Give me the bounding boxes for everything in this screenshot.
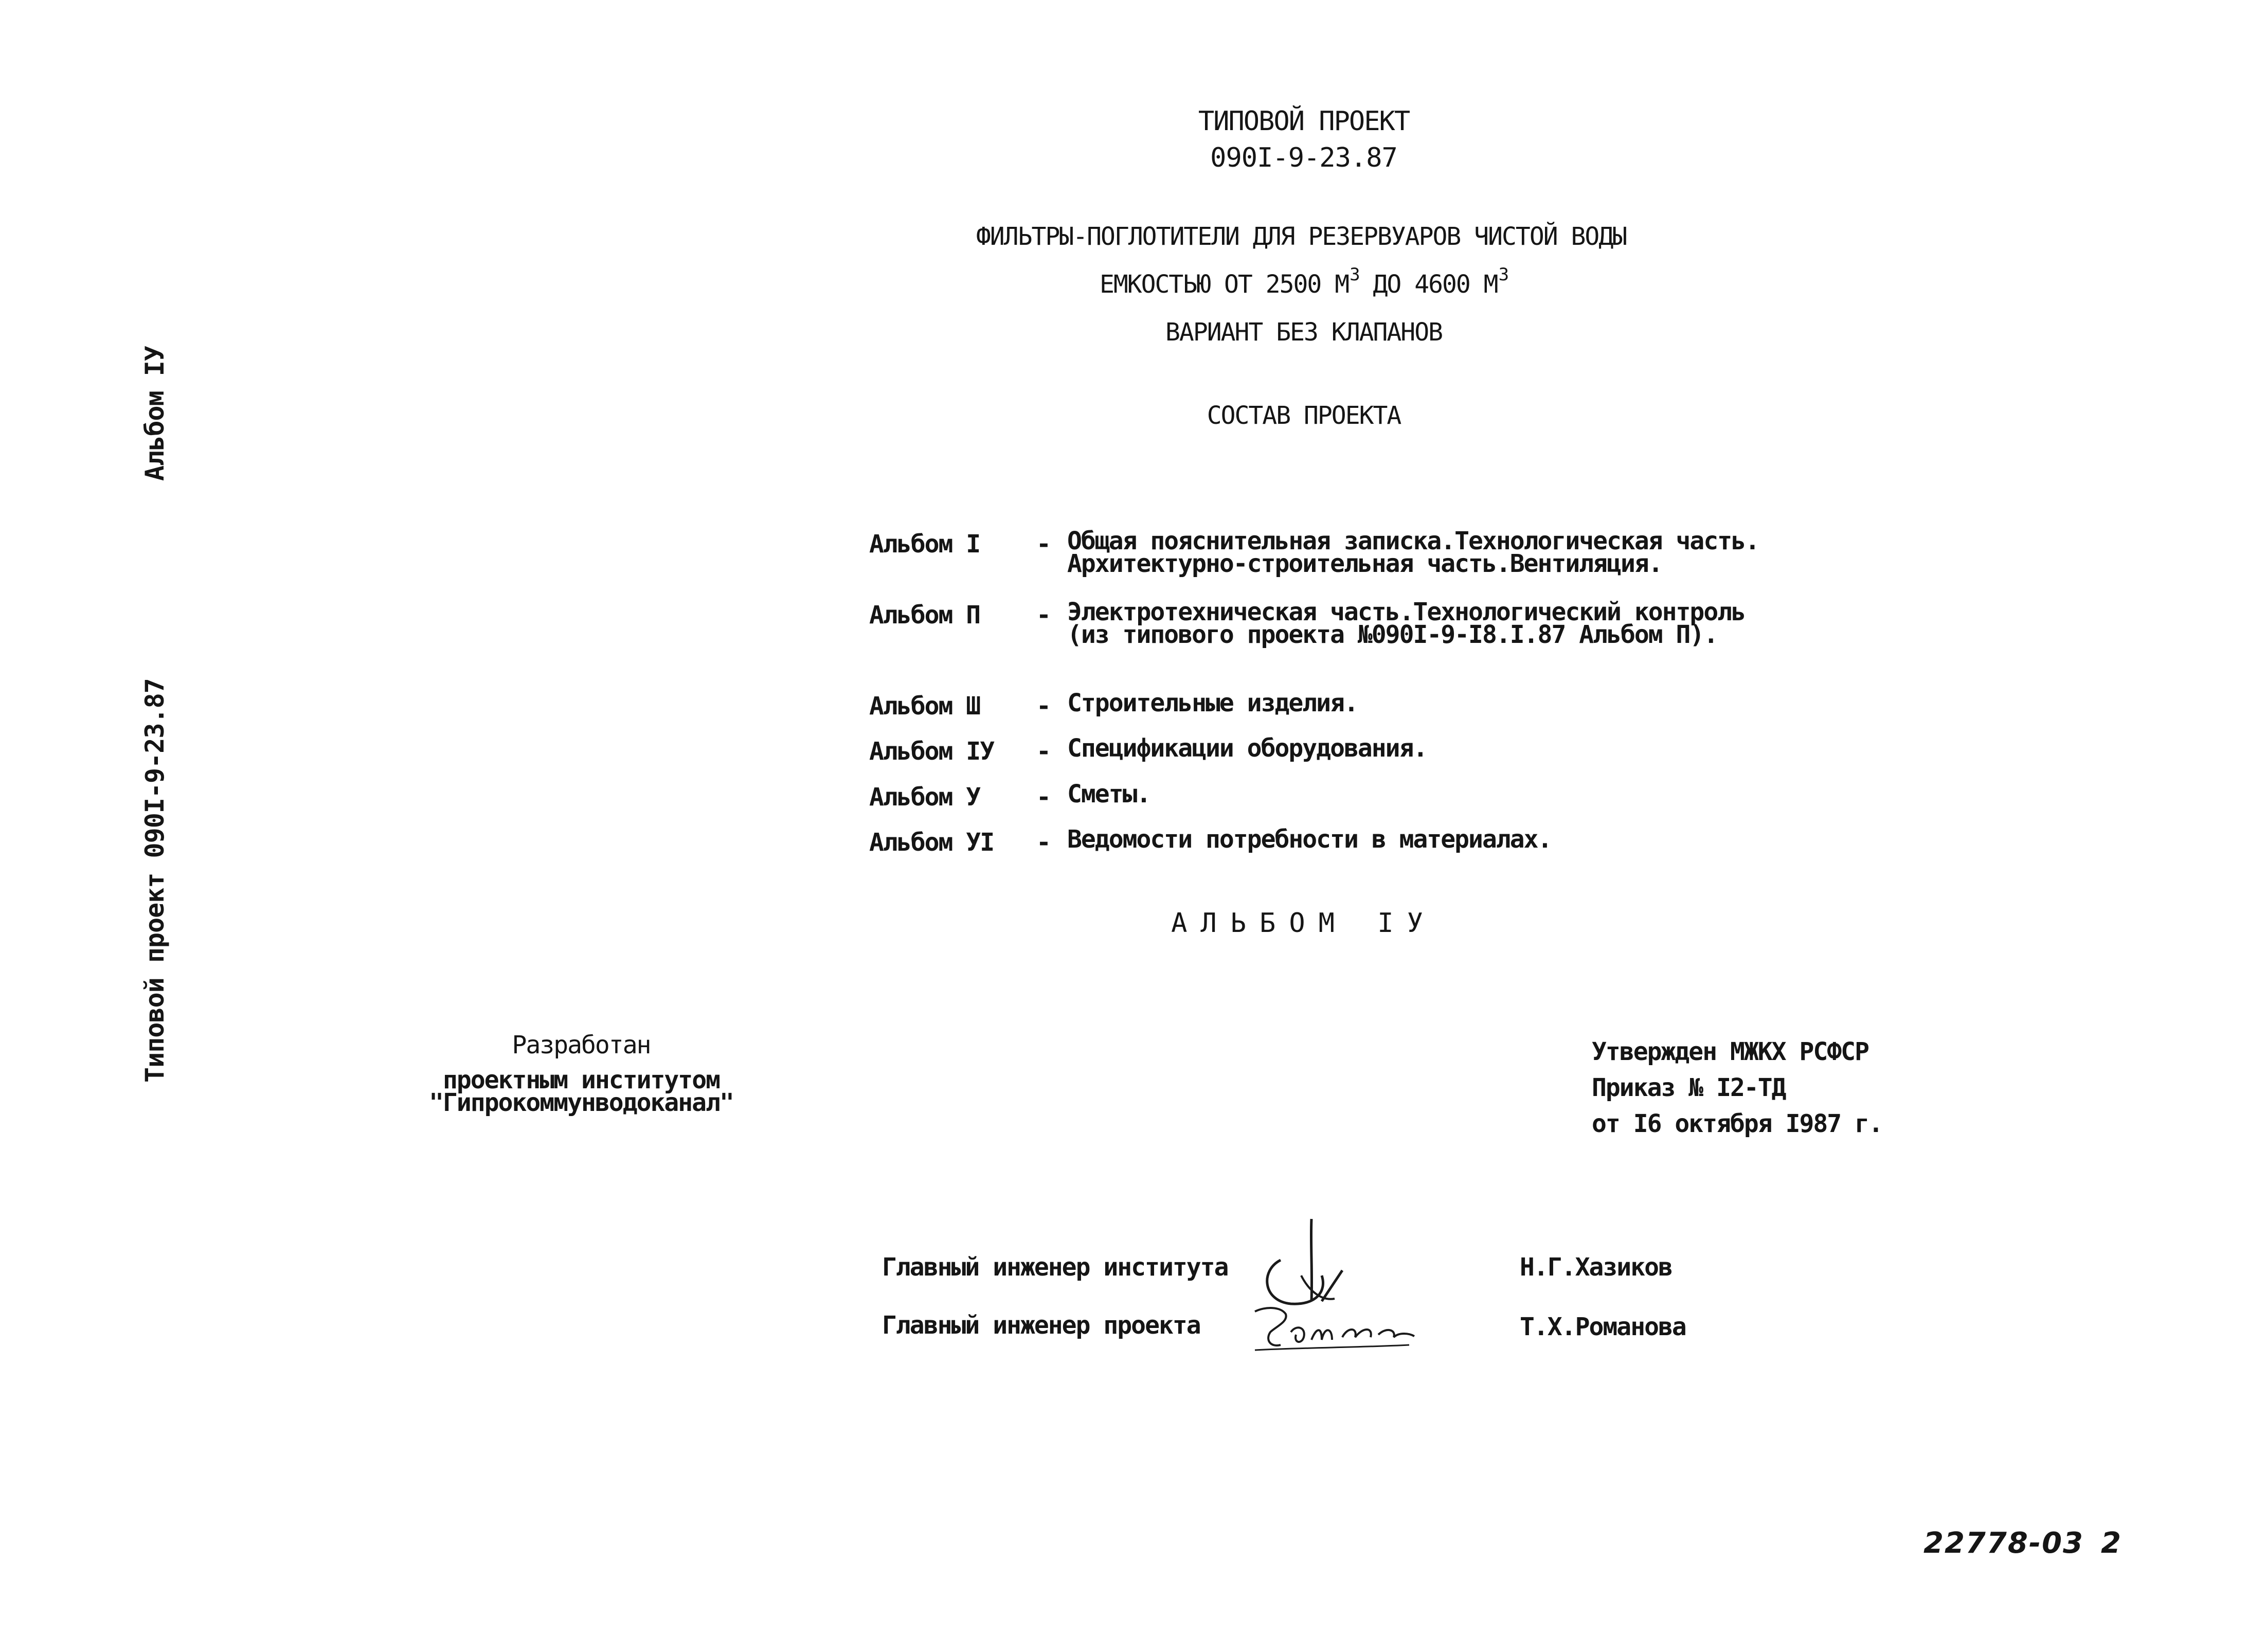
album-name: Альбом У xyxy=(869,783,980,812)
approved-by-date: от I6 октября I987 г. xyxy=(1592,1109,1882,1138)
title-line-2 xyxy=(1099,264,1508,299)
superscript-3: 3 xyxy=(1350,264,1359,285)
album-name: Альбом Ш xyxy=(869,692,980,721)
album-description xyxy=(1067,780,1150,809)
signature-name: Т.Х.Романова xyxy=(1520,1313,1686,1341)
title-line-3: ВАРИАНТ БЕЗ КЛАПАНОВ xyxy=(1165,318,1442,347)
approved-by-block xyxy=(1592,1034,1882,1142)
signature-role: Главный инженер проекта xyxy=(882,1311,1200,1340)
album-description-line: Общая пояснительная записка.Технологическая часть. xyxy=(1067,527,1759,555)
album-description xyxy=(1067,598,1746,649)
current-album-title: АЛЬБОМ IУ xyxy=(1171,908,1436,939)
album-name: Альбом IУ xyxy=(869,737,994,766)
album-dash: - xyxy=(1036,737,1051,766)
album-description xyxy=(1067,825,1552,854)
handwritten-signature-chief-project xyxy=(1245,1296,1430,1358)
document-number: 22778-03 xyxy=(1923,1527,2084,1560)
page-number: 2 xyxy=(2101,1527,2122,1560)
project-type-heading: ТИПОВОЙ ПРОЕКТ xyxy=(1198,106,1410,137)
album-description-line: Строительные изделия. xyxy=(1067,689,1358,717)
side-project-label: Типовой проект 090I-9-23.87 xyxy=(140,678,170,1083)
approved-by-line: Утвержден МЖКХ РСФСР xyxy=(1592,1037,1868,1066)
approved-by-order: Приказ № I2-ТД xyxy=(1592,1073,1786,1102)
album-dash: - xyxy=(1036,530,1051,559)
album-description xyxy=(1067,527,1759,578)
album-dash: - xyxy=(1036,828,1051,857)
album-description xyxy=(1067,689,1358,717)
album-description-line: Архитектурно-строительная часть.Вентиляция. xyxy=(1067,549,1662,578)
developed-by-line: проектным институтом xyxy=(443,1066,720,1094)
title-line-2-part-b: ДО 4600 М xyxy=(1359,270,1498,299)
composition-heading: СОСТАВ ПРОЕКТА xyxy=(1207,401,1401,430)
developed-by-institute: "Гипрокоммунводоканал" xyxy=(429,1088,733,1117)
developed-by-block xyxy=(427,1031,735,1117)
album-description xyxy=(1067,734,1427,763)
album-description-line: Электротехническая часть.Технологический контроль xyxy=(1067,598,1746,626)
album-description-line: (из типового проекта №090I-9-I8.I.87 Альбом П). xyxy=(1067,620,1718,649)
album-name: Альбом П xyxy=(869,601,980,630)
title-line-1: ФИЛЬТРЫ-ПОГЛОТИТЕЛИ ДЛЯ РЕЗЕРВУАРОВ ЧИСТОЙ ВОДЫ xyxy=(976,222,1627,251)
album-name: Альбом I xyxy=(869,530,980,559)
developed-by-line: Разработан xyxy=(512,1031,651,1060)
title-line-2-part-a: ЕМКОСТЬЮ ОТ 2500 М xyxy=(1099,270,1349,299)
signature-name: Н.Г.Хазиков xyxy=(1520,1253,1672,1282)
album-description-line: Спецификации оборудования. xyxy=(1067,734,1427,763)
album-dash: - xyxy=(1036,783,1051,812)
project-code: 090I-9-23.87 xyxy=(1210,142,1397,173)
album-name: Альбом УI xyxy=(869,828,994,857)
superscript-3: 3 xyxy=(1498,264,1508,285)
side-album-label: Альбом IУ xyxy=(140,346,170,481)
album-dash: - xyxy=(1036,601,1051,630)
album-description-line: Ведомости потребности в материалах. xyxy=(1067,825,1552,854)
album-dash: - xyxy=(1036,692,1051,721)
album-description-line: Сметы. xyxy=(1067,780,1150,809)
signature-role: Главный инженер института xyxy=(882,1253,1228,1282)
